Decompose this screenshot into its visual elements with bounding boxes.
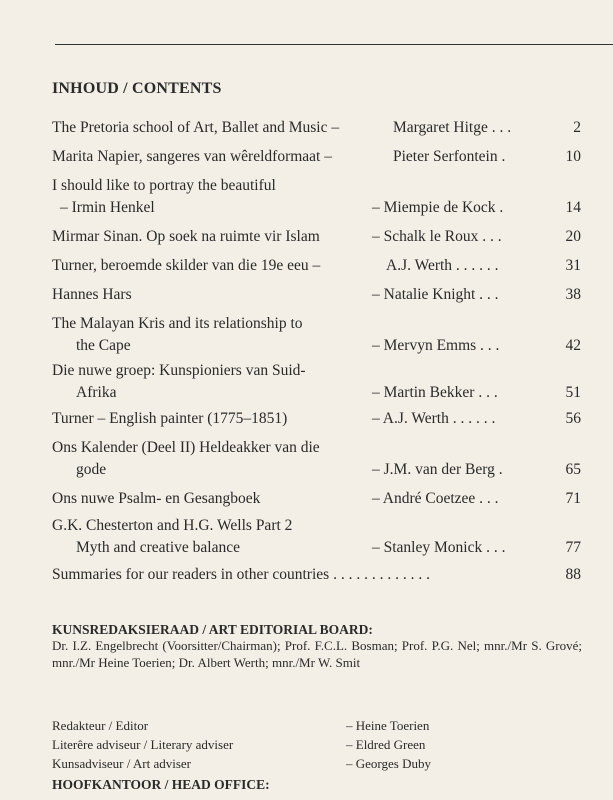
summaries-entry [52, 566, 582, 584]
entry-title-line1: G.K. Chesterton and H.G. Wells Part 2 [52, 517, 293, 534]
entry-author: – Schalk le Roux . . . [372, 228, 502, 245]
staff-role: Redakteur / Editor [52, 718, 149, 733]
entry-page: 14 [565, 199, 581, 216]
entry-author: Margaret Hitge . . . [393, 119, 512, 136]
entry-title: Turner, beroemde skilder van die 19e eeu – [52, 257, 321, 274]
editorial-board-members: Dr. I.Z. Engelbrecht (Voorsitter/Chairman); Prof. F.C.L. Bosman; Prof. P.G. Nel; mnr./Mr S. Grové; mnr./Mr Heine Toerien; Dr. Albert Werth; mnr./Mr W. Smit [52, 638, 582, 670]
entry-page: 2 [573, 119, 581, 136]
entry-author: – Natalie Knight . . . [372, 286, 499, 303]
entry-title: Ons nuwe Psalm- en Gesangboek [52, 490, 261, 507]
contents-heading: INHOUD / CONTENTS [52, 80, 222, 97]
entry-title: Hannes Hars [52, 286, 132, 303]
entry-author: Pieter Serfontein . [393, 148, 506, 165]
staff-role: Literêre adviseur / Literary adviser [52, 737, 234, 752]
entry-page: 51 [565, 384, 581, 401]
entry-author: – A.J. Werth . . . . . . [372, 410, 496, 427]
entry-title-line2: the Cape [76, 337, 131, 354]
summaries-text: Summaries for our readers in other countries . . . . . . . . . . . . . [52, 566, 430, 583]
summaries-page: 88 [565, 566, 581, 583]
entry-title: Marita Napier, sangeres van wêreldformaat – [52, 148, 332, 165]
entry-author: – Mervyn Emms . . . [372, 337, 500, 354]
entry-page: 20 [565, 228, 581, 245]
entry-page: 10 [565, 148, 581, 165]
entry-page: 71 [565, 490, 581, 507]
editorial-board-title: KUNSREDAKSIERAAD / ART EDITORIAL BOARD: [52, 622, 373, 637]
entry-page: 31 [565, 257, 581, 274]
entry-author: – André Coetzee . . . [372, 490, 499, 507]
entry-page: 56 [565, 410, 581, 427]
staff-name: – Eldred Green [346, 737, 426, 752]
entry-page: 38 [565, 286, 581, 303]
entry-page: 42 [565, 337, 581, 354]
entry-author: – Stanley Monick . . . [372, 539, 506, 556]
entry-author: – J.M. van der Berg . [372, 461, 503, 478]
entry-title: Turner – English painter (1775–1851) [52, 410, 288, 427]
staff-name: – Heine Toerien [346, 718, 430, 733]
entry-page: 65 [565, 461, 581, 478]
entry-title: The Pretoria school of Art, Ballet and Music – [52, 119, 340, 136]
staff-role: Kunsadviseur / Art adviser [52, 756, 192, 771]
head-office-title: HOOFKANTOOR / HEAD OFFICE: [52, 777, 270, 792]
entry-title-line1: Ons Kalender (Deel II) Heldeakker van die [52, 439, 320, 456]
entry-title: Mirmar Sinan. Op soek na ruimte vir Islam [52, 228, 320, 245]
entry-title-line2: Myth and creative balance [76, 539, 240, 556]
entry-author: – Miempie de Kock . [372, 199, 504, 216]
entry-title-line1: Die nuwe groep: Kunspioniers van Suid- [52, 362, 306, 379]
staff-name: – Georges Duby [346, 756, 431, 771]
entry-title-line2: Afrika [76, 384, 117, 401]
top-rule [55, 44, 613, 45]
entry-author: A.J. Werth . . . . . . [386, 257, 499, 274]
entry-title-line1: I should like to portray the beautiful [52, 177, 276, 194]
entry-author: – Martin Bekker . . . [372, 384, 498, 401]
entry-page: 77 [565, 539, 581, 556]
entry-title-line2: gode [76, 461, 107, 478]
entry-title-line2: – Irmin Henkel [60, 199, 155, 216]
entry-title-line1: The Malayan Kris and its relationship to [52, 315, 303, 332]
